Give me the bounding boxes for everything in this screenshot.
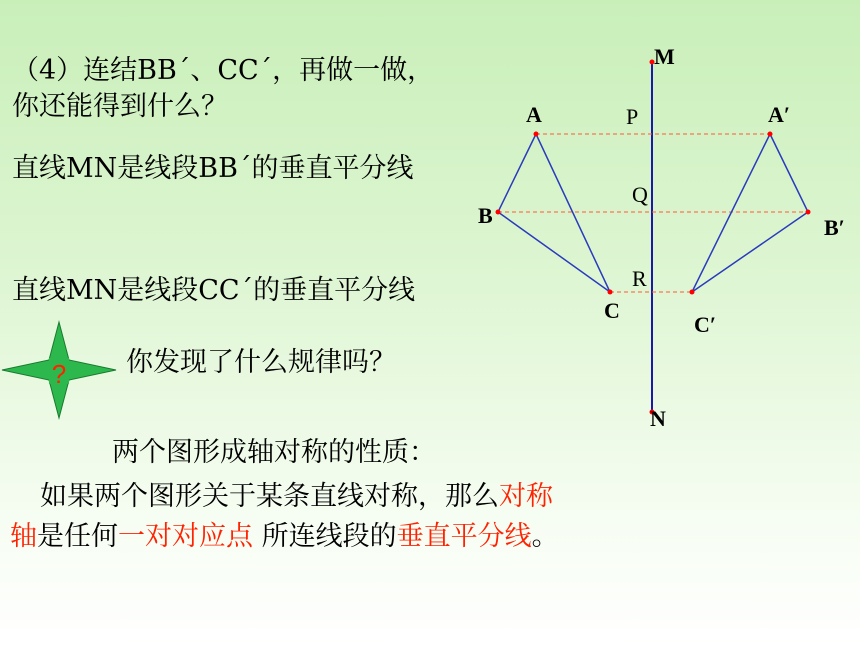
property-highlight-perpendicular-bisector: 垂直平分线 [396, 521, 532, 552]
property-highlight-axis: 轴 [10, 521, 37, 552]
property-highlight-symmetric: 对称 [499, 481, 553, 512]
label-b-prime: B′ [824, 215, 845, 240]
property-text-4: 。 [531, 521, 559, 552]
point-c [608, 290, 613, 295]
triangle-abc [498, 134, 610, 292]
point-a-prime [768, 132, 773, 137]
point-a [534, 132, 539, 137]
label-c: C [604, 298, 620, 323]
label-p: P [626, 104, 639, 129]
property-text-1: 如果两个图形关于某条直线对称，那么 [40, 481, 499, 512]
finding-bb-perpendicular-bisector: 直线MN是线段BB´的垂直平分线 [12, 153, 414, 184]
label-m: M [654, 44, 675, 69]
label-a-prime: A′ [768, 102, 791, 127]
property-text-2: 是任何 [37, 521, 118, 552]
label-n: N [650, 406, 666, 431]
label-q: Q [632, 182, 648, 207]
hint-text: 你发现了什么规律吗？ [126, 347, 396, 378]
property-title: 两个图形成轴对称的性质： [112, 437, 436, 468]
point-b [496, 210, 501, 215]
finding-cc-perpendicular-bisector: 直线MN是线段CC´的垂直平分线 [12, 275, 416, 306]
label-a: A [526, 102, 542, 127]
question-line-1: （4）连结BB´、CC´，再做一做， [12, 55, 435, 86]
triangle-a-prime-b-prime-c-prime [692, 134, 808, 292]
label-r: R [632, 266, 647, 291]
property-text-3: 所连线段的 [253, 521, 397, 552]
question-mark-symbol: ? [51, 359, 67, 389]
label-c-prime: C′ [694, 312, 717, 337]
question-line-2: 你还能得到什么？ [12, 91, 228, 122]
point-c-prime [690, 290, 695, 295]
label-b: B [478, 203, 493, 228]
property-highlight-corresponding-points: 一对对应点 [118, 521, 253, 552]
point-b-prime [806, 210, 811, 215]
